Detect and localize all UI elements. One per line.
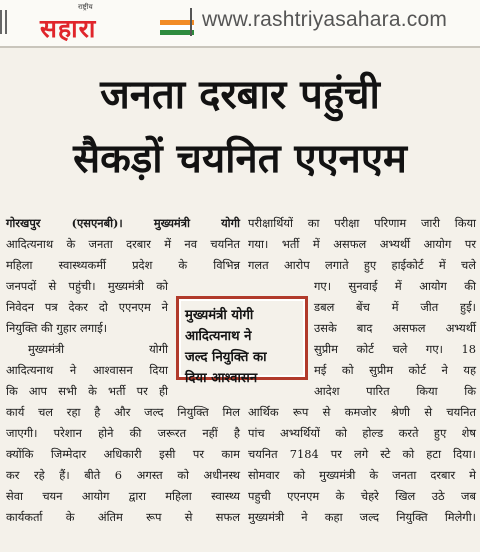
flag-icon	[160, 20, 194, 34]
masthead-edge-bars	[0, 10, 16, 34]
masthead-divider	[190, 8, 192, 36]
article-line: कर रहे हैं। बीते 6 अगस्त को अधीनस्थ	[6, 468, 240, 482]
article-line: मई को सुप्रीम कोर्ट ने यह	[314, 363, 476, 377]
article-line: सेवा चयन आयोग द्वारा महिला स्वास्थ्य	[6, 489, 240, 503]
article-line: डबल बेंच में जीत हुई।	[314, 300, 476, 314]
pull-quote-line: जल्द नियुक्ति का	[185, 350, 267, 365]
article-line: मुख्यमंत्री योगी	[28, 342, 168, 356]
article-line: मुख्यमंत्री ने कहा जल्द नियुक्ति मिलेगी।	[248, 510, 476, 524]
headline-line-2: सैकड़ों चयनित एएनएम	[73, 136, 407, 182]
logo-subtitle: राष्ट्रीय	[78, 3, 93, 11]
article-line: सुप्रीम कोर्ट चले गए। 18	[314, 342, 476, 356]
article-line: निवेदन पत्र देकर दो एएनएम ने	[6, 300, 168, 314]
article-line: आर्थिक रूप से कमजोर श्रेणी से चयनित	[248, 405, 476, 419]
article-line: उसके बाद असफल अभ्यर्थी	[314, 321, 476, 335]
article-line: आदित्यनाथ के जनता दरबार में नव चयनित	[6, 237, 240, 251]
article-line: पांच अभ्यर्थियों को होल्ड करते हुए शेष	[248, 426, 476, 440]
article-line: कार्यकर्ता के अंतिम रूप से सफल	[6, 510, 240, 524]
article-line: आदित्यनाथ ने आश्वासन दिया	[6, 363, 168, 377]
headline-line-1: जनता दरबार पहुंची	[100, 72, 380, 118]
newspaper-logo	[30, 4, 190, 42]
article-line: कि आप सभी के भर्ती पर ही	[6, 384, 168, 398]
article-line: सोमवार को मुख्यमंत्री के जनता दरबार मे	[248, 468, 476, 482]
article-line: गए। सुनवाई में आयोग की	[314, 279, 476, 293]
pull-quote-line: मुख्यमंत्री योगी	[185, 308, 254, 323]
pull-quote-box	[176, 296, 308, 386]
masthead	[0, 0, 480, 48]
article-line: नियुक्ति की गुहार लगाई।	[6, 321, 108, 335]
article-line: जनपदों से पहुंची। मुख्यमंत्री को	[6, 279, 168, 293]
article-line: जाएगी। परेशान होने की जरूरत नहीं है	[6, 426, 240, 440]
logo-text: सहारा	[40, 14, 97, 43]
article-line: महिला स्वास्थ्यकर्मी प्रदेश के विभिन्न	[6, 258, 240, 272]
article-line: गया। भर्ती में असफल अभ्यर्थी आयोग पर	[248, 237, 476, 251]
article-line: पहुची एएनएम के चेहरे खिल उठे जब	[248, 489, 476, 503]
article-line: आदेश पारित किया कि	[314, 384, 476, 398]
article-line: क्योंकि जिम्मेदार अधिकारी इसी पर काम	[6, 447, 240, 461]
article-line: गलत आरोप लगाते हुए हाईकोर्ट में चले	[248, 258, 476, 272]
article-line: गोरखपुर (एसएनबी)। मुख्यमंत्री योगी	[6, 216, 240, 230]
pull-quote-line: आदित्यनाथ ने	[185, 329, 252, 344]
pull-quote-line: दिया आश्वासन	[185, 371, 258, 386]
website-url: www.rashtriyasahara.com	[202, 8, 448, 31]
article-line: कार्य चल रहा है और जल्द नियुक्ति मिल	[6, 405, 240, 419]
article-line: चयनित 7184 पर लगे स्टे को हटा दिया।	[248, 447, 476, 461]
article-line: परीक्षार्थियों का परीक्षा परिणाम जारी किया	[248, 216, 476, 230]
